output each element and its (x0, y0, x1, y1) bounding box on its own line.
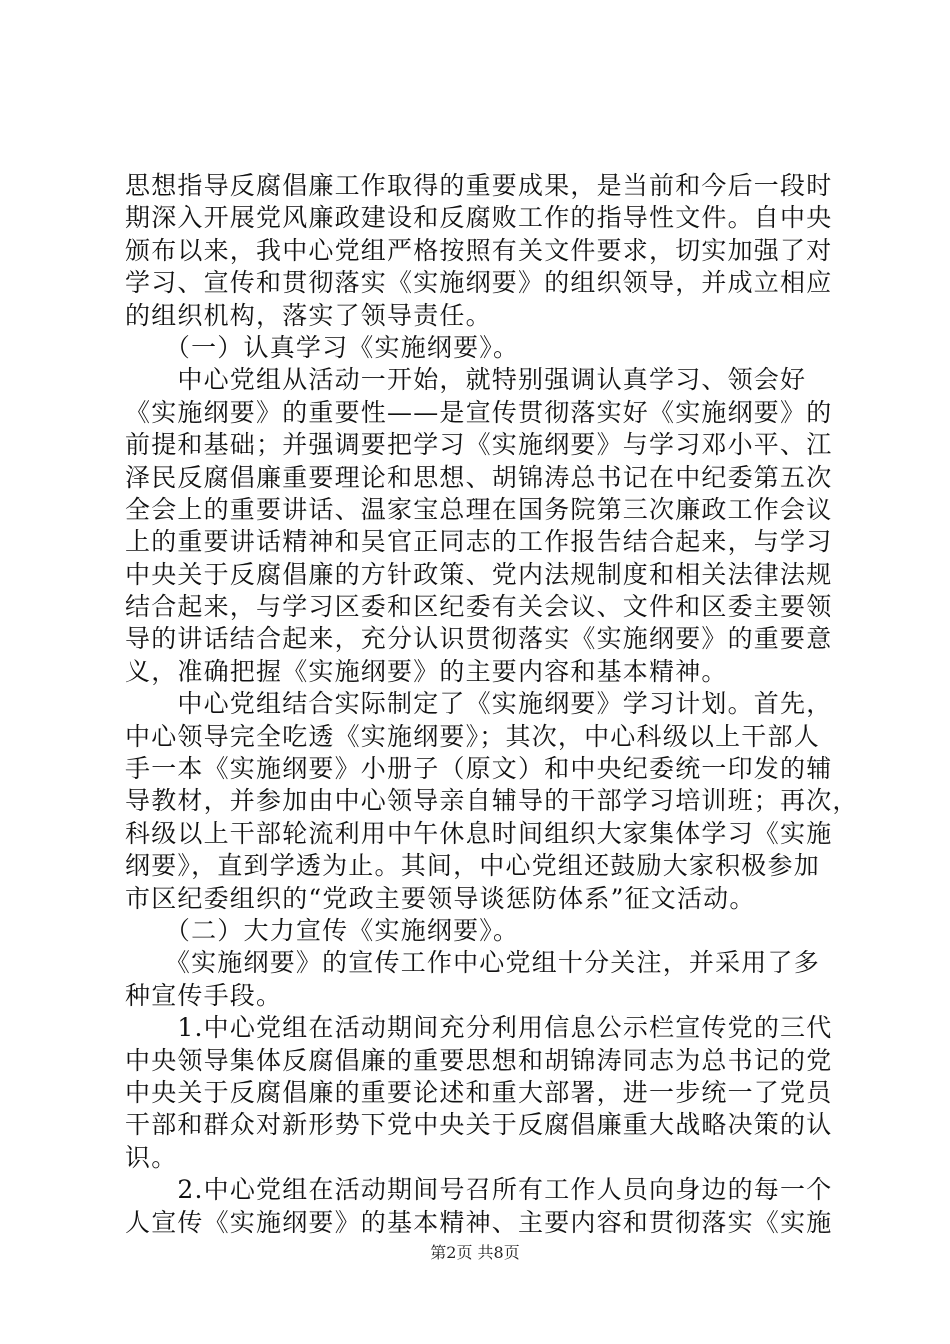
page-number-footer: 第2页 共8页 (430, 1243, 520, 1262)
text-line: 的组织机构，落实了领导责任。 (125, 300, 492, 330)
text-line: 2.中心党组在活动期间号召所有工作人员向身边的每一个 (125, 1175, 833, 1205)
text-line: 中央关于反腐倡廉的方针政策、党内法规制度和相关法律法规 (125, 559, 833, 589)
text-line: 思想指导反腐倡廉工作取得的重要成果，是当前和今后一段时 (125, 171, 833, 200)
text-line: 《实施纲要》的重要性——是宣传贯彻落实好《实施纲要》的 (125, 397, 833, 427)
text-line: 结合起来，与学习区委和区纪委有关会议、文件和区委主要领 (125, 592, 833, 622)
text-line: 1.中心党组在活动期间充分利用信息公示栏宣传党的三代 (125, 1013, 833, 1043)
text-line: 人宣传《实施纲要》的基本精神、主要内容和贯彻落实《实施 (125, 1207, 833, 1237)
text-line: 中心领导完全吃透《实施纲要》；其次，中心科级以上干部人 (125, 721, 820, 751)
text-line: 前提和基础；并强调要把学习《实施纲要》与学习邓小平、江 (125, 430, 833, 460)
text-line: （一）认真学习《实施纲要》。 (125, 332, 520, 362)
text-line: 义，准确把握《实施纲要》的主要内容和基本精神。 (125, 656, 728, 686)
text-line: 纲要》，直到学透为止。其间，中心党组还鼓励大家积极参加 (125, 851, 820, 881)
text-line: 种宣传手段。 (125, 980, 283, 1010)
text-line: 导教材，并参加由中心领导亲自辅导的干部学习培训班；再次， (125, 786, 859, 816)
text-line: 中央领导集体反腐倡廉的重要思想和胡锦涛同志为总书记的党 (125, 1045, 833, 1075)
text-line: 市区纪委组织的“党政主要领导谈惩防体系”征文活动。 (125, 883, 756, 913)
text-line: 泽民反腐倡廉重要理论和思想、胡锦涛总书记在中纪委第五次 (125, 462, 833, 492)
text-line: 干部和群众对新形势下党中央关于反腐倡廉重大战略决策的认 (125, 1110, 833, 1140)
text-line: 全会上的重要讲话、温家宝总理在国务院第三次廉政工作会议 (125, 494, 833, 524)
text-line: 手一本《实施纲要》小册子（原文）和中央纪委统一印发的辅 (125, 754, 833, 784)
text-line: 导的讲话结合起来，充分认识贯彻落实《实施纲要》的重要意 (125, 624, 833, 654)
text-line: 中央关于反腐倡廉的重要论述和重大部署，进一步统一了党员 (125, 1077, 833, 1107)
text-line: 学习、宣传和贯彻落实《实施纲要》的组织领导，并成立相应 (125, 268, 833, 298)
text-line: 上的重要讲话精神和吴官正同志的工作报告结合起来，与学习 (125, 527, 833, 557)
text-line: 《实施纲要》的宣传工作中心党组十分关注，并采用了多 (125, 948, 820, 978)
text-line: 识。 (125, 1142, 178, 1172)
text-line: 期深入开展党风廉政建设和反腐败工作的指导性文件。自中央 (125, 203, 833, 233)
text-line: 中心党组结合实际制定了《实施纲要》学习计划。首先， (125, 689, 833, 719)
document-body (125, 170, 859, 1239)
text-line: 中心党组从活动一开始，就特别强调认真学习、领会好 (125, 365, 807, 395)
text-line: （二）大力宣传《实施纲要》。 (125, 915, 520, 945)
text-line: 科级以上干部轮流利用中午休息时间组织大家集体学习《实施 (125, 818, 833, 848)
text-line: 颁布以来，我中心党组严格按照有关文件要求，切实加强了对 (125, 235, 833, 265)
